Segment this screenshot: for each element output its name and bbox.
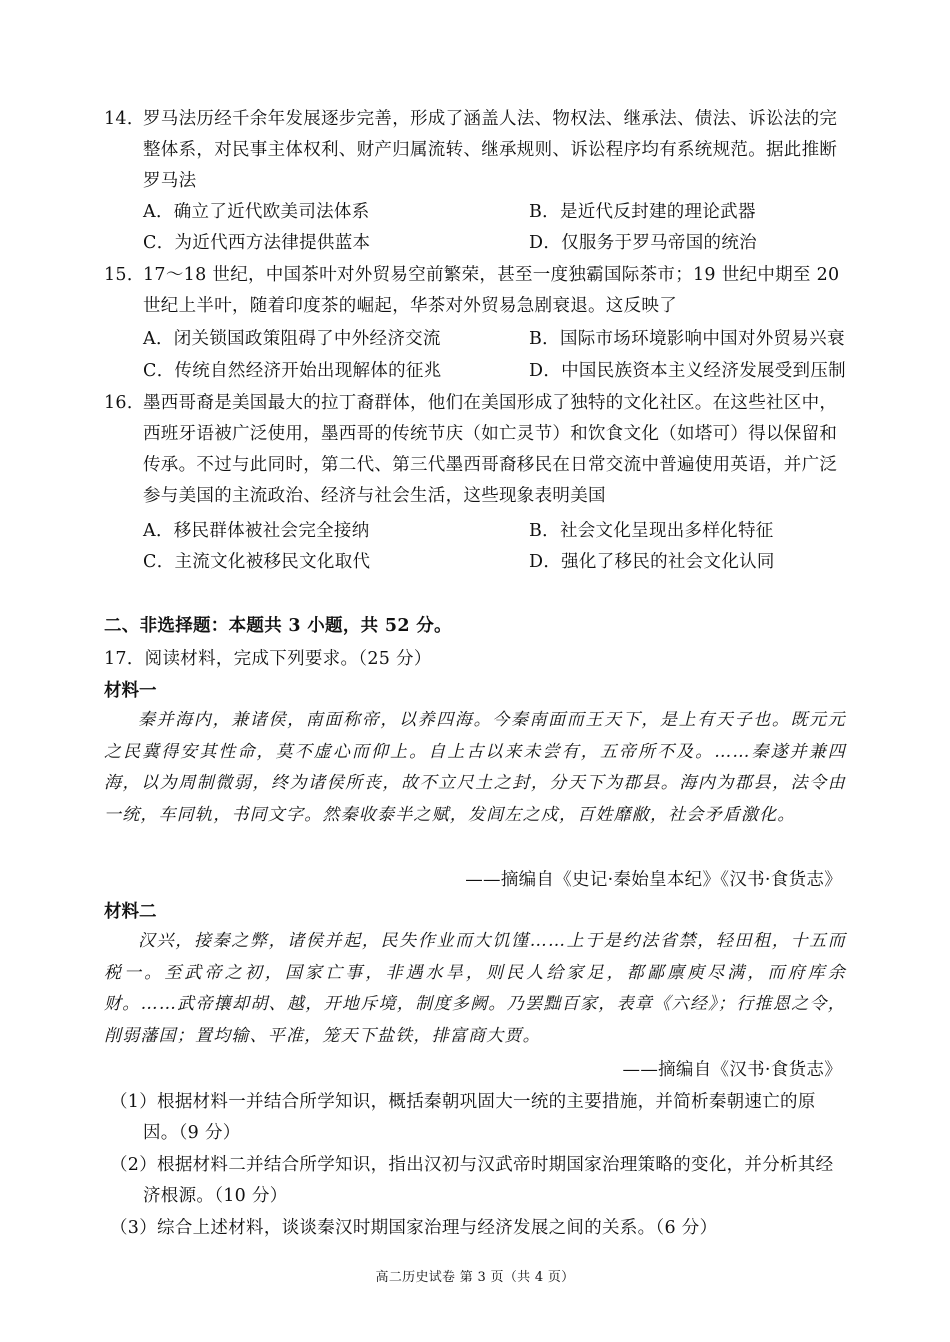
option-d: D．强化了移民的社会文化认同 <box>529 552 775 572</box>
page-footer: 高二历史试卷 第 3 页（共 4 页） <box>375 1270 575 1285</box>
option-b: B．是近代反封建的理论武器 <box>529 202 756 222</box>
option-a: A．闭关锁国政策阻碍了中外经济交流 <box>143 329 441 349</box>
question-17-intro: 17．阅读材料，完成下列要求。（25 分） <box>104 649 432 669</box>
material-2-text: 汉兴，接秦之弊，诸侯并起，民失作业而大饥馑……上于是约法省禁，轻田租，十五而税一。至武帝之初，国家亡事，非遇水旱，则民人给家足，都鄙廪庾尽满，而府库余财。……武帝攘却胡、越，开地斥境，制度多阙。乃罢黜百家，表章《六经》；行推恩之令，削弱藩国；置均输、平准，笼天下盐铁，排富商大贾。 <box>104 931 846 1046</box>
question-number: 16． <box>104 393 145 413</box>
option-c: C．主流文化被移民文化取代 <box>143 552 371 572</box>
question-number: 15． <box>104 265 145 285</box>
sub-question-text: （2）根据材料二并结合所学知识，指出汉初与汉武帝时期国家治理策略的变化，并分析其经济根源。（10 分） <box>110 1155 834 1206</box>
option-a: A．移民群体被社会完全接纳 <box>143 521 370 541</box>
question-15-stem <box>104 260 854 322</box>
question-text: 罗马法历经千余年发展逐步完善，形成了涵盖人法、物权法、继承法、债法、诉讼法的完整体系，对民事主体权利、财产归属流转、继承规则、诉讼程序均有系统规范。据此推断罗马法 <box>143 109 838 191</box>
sub-question-1 <box>110 1087 850 1149</box>
section-heading: 二、非选择题：本题共 3 小题，共 52 分。 <box>104 616 452 636</box>
sub-question-text: （3）综合上述材料，谈谈秦汉时期国家治理与经济发展之间的关系。（6 分） <box>110 1218 718 1238</box>
option-b: B．社会文化呈现出多样化特征 <box>529 521 774 541</box>
question-text: 17～18 世纪，中国茶叶对外贸易空前繁荣，甚至一度独霸国际茶市；19 世纪中期至 20 世纪上半叶，随着印度茶的崛起，华茶对外贸易急剧衰退。这反映了 <box>143 265 840 316</box>
question-number: 14． <box>104 109 145 129</box>
option-c: C．传统自然经济开始出现解体的征兆 <box>143 361 442 381</box>
option-d: D．中国民族资本主义经济发展受到压制 <box>529 361 846 381</box>
sub-question-3 <box>110 1213 850 1244</box>
option-a: A．确立了近代欧美司法体系 <box>143 202 370 222</box>
option-d: D．仅服务于罗马帝国的统治 <box>529 233 757 253</box>
material-1-source: ——摘编自《史记·秦始皇本纪》《汉书·食货志》 <box>465 870 842 890</box>
question-text: 墨西哥裔是美国最大的拉丁裔群体，他们在美国形成了独特的文化社区。在这些社区中，西班牙语被广泛使用，墨西哥的传统节庆（如亡灵节）和饮食文化（如塔可）得以保留和传承。不过与此同时，第二代、第三代墨西哥裔移民在日常交流中普遍使用英语，并广泛参与美国的主流政治、经济与社会生活，这些现象表明美国 <box>143 393 838 506</box>
question-14-stem <box>104 104 854 197</box>
option-c: C．为近代西方法律提供蓝本 <box>143 233 371 253</box>
question-16-stem <box>104 388 854 512</box>
material-2-label: 材料二 <box>104 902 157 922</box>
option-b: B．国际市场环境影响中国对外贸易兴衰 <box>529 329 845 349</box>
material-1-text: 秦并海内，兼诸侯，南面称帝，以养四海。今秦南面而王天下，是上有天子也。既元元之民冀得安其性命，莫不虚心而仰上。自上古以来未尝有，五帝所不及。……秦遂并兼四海，以为周制微弱，终为诸侯所丧，故不立尺土之封，分天下为郡县。海内为郡县，法令由一统，车同轨，书同文字。然秦收泰半之赋，发闾左之戍，百姓靡敝，社会矛盾激化。 <box>104 710 846 825</box>
sub-question-text: （1）根据材料一并结合所学知识，概括秦朝巩固大一统的主要措施，并简析秦朝速亡的原因。（9 分） <box>110 1092 816 1143</box>
material-2-source: ——摘编自《汉书·食货志》 <box>622 1060 842 1080</box>
sub-question-2 <box>110 1150 850 1212</box>
material-1-label: 材料一 <box>104 681 157 701</box>
